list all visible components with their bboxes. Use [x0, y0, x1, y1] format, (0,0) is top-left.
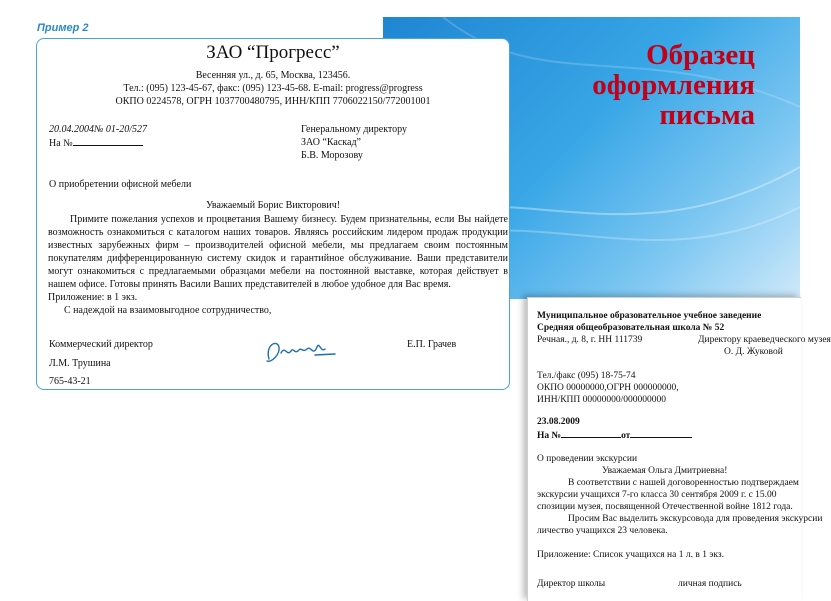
body-paragraph: Примите пожелания успехов и процветания Вашему бизнесу. Будем признательны, если Вы найдете возможность ознакомиться с каталогом наших товаров. Являясь российским лидером продаж продукции известных зарубежных фирм – производителей офисной мебели, мы предлагаем своим постоянным покупателям дифференцированную систему скидок и гарантийное обслуживание. Ваши представители могут ознакомиться с предлагаемыми образцами мебели на постоянной выставке, которая действует в нашем офисе. Готовы принять Васили Ваших представителей в любое удобное для Вас время.	[48, 214, 508, 290]
body-line: Просим Вас выделить экскурсовода для проведения экскурсии	[568, 514, 823, 524]
handwritten-signature	[261, 335, 341, 367]
body-line: личество учащихся 23 человека.	[537, 526, 668, 536]
slide-title-line: оформления	[592, 69, 755, 101]
reference-blank	[630, 428, 692, 438]
reference-label: На №	[49, 138, 73, 149]
reference-from-label: от	[621, 431, 631, 441]
body-line: В соответствии с нашей договоренностью подтверждаем	[568, 478, 799, 488]
executor-phone: 765-43-21	[49, 376, 91, 387]
company-contacts: Тел.: (095) 123-45-67, факс: (095) 123-45-68. E-mail: progress@progress	[123, 83, 423, 94]
attachment-line: Приложение: в 1 экз.	[48, 292, 138, 303]
reference-label: На №	[537, 431, 562, 441]
company-name: ЗАО “Прогресс”	[206, 42, 340, 63]
reference-blank	[73, 136, 143, 146]
slide-title-line: письма	[659, 99, 755, 131]
letter-example-1	[36, 38, 510, 390]
recipient-line: Генеральному директору	[301, 124, 408, 135]
letter-subject: О приобретении офисной мебели	[49, 179, 192, 190]
signer-position: Коммерческий директор	[49, 339, 153, 350]
recipient-line: Б.В. Морозову	[301, 150, 363, 161]
company-codes: ОКПО 0224578, ОГРН 1037700480795, ИНН/КПП 7706022150/772001001	[115, 96, 431, 107]
example-label: Пример 2	[37, 22, 89, 34]
recipient-line: Директору краеведческого музея	[698, 335, 831, 345]
recipient-line: ЗАО “Каскад”	[301, 137, 361, 148]
letter-date: 23.08.2009	[537, 417, 580, 427]
org-line: Средняя общеобразовательная школа № 52	[537, 323, 725, 333]
recipient-line: О. Д. Жуковой	[724, 347, 783, 357]
letter-example-2	[527, 297, 831, 601]
org-phone: Тел./факс (095) 18-75-74	[537, 371, 636, 381]
attachment-line: Приложение: Список учащихся на 1 л. в 1 экз.	[537, 550, 725, 560]
signer-position: Директор школы	[537, 579, 606, 589]
org-codes: ОКПО 00000000,ОГРН 000000000,	[537, 383, 679, 393]
letter-subject: О проведении экскурсии	[537, 454, 638, 464]
signer-name: Е.П. Грачев	[407, 339, 457, 350]
body-line: спозиции музея, посвященной Отечественной войне 1812 года.	[537, 502, 793, 512]
org-codes: ИНН/КПП 00000000/000000000	[537, 395, 667, 405]
salutation: Уважаемая Ольга Дмитриевна!	[602, 466, 728, 476]
reference-blank	[561, 428, 621, 438]
slide-title-line: Образец	[646, 39, 755, 71]
executor-name: Л.М. Трушина	[49, 358, 111, 369]
signature-caption: личная подпись	[678, 579, 742, 589]
reference-field	[49, 136, 143, 150]
salutation: Уважаемый Борис Викторович!	[205, 200, 341, 211]
letter-body	[48, 213, 508, 317]
slide-title	[592, 40, 755, 130]
closing-line: С надеждой на взаимовыгодное сотрудничество,	[64, 305, 272, 316]
date-number: 20.04.2004№ 01-20/527	[49, 124, 148, 135]
company-address: Весенняя ул., д. 65, Москва, 123456.	[195, 70, 351, 81]
org-line: Муниципальное образовательное учебное заведение	[537, 311, 762, 321]
reference-field	[537, 428, 692, 442]
org-address: Речная., д. 8, г. НН 111739	[537, 335, 643, 345]
body-line: экскурсии учащихся 7-го класса 30 сентября 2009 г. с 15.00	[537, 490, 777, 500]
